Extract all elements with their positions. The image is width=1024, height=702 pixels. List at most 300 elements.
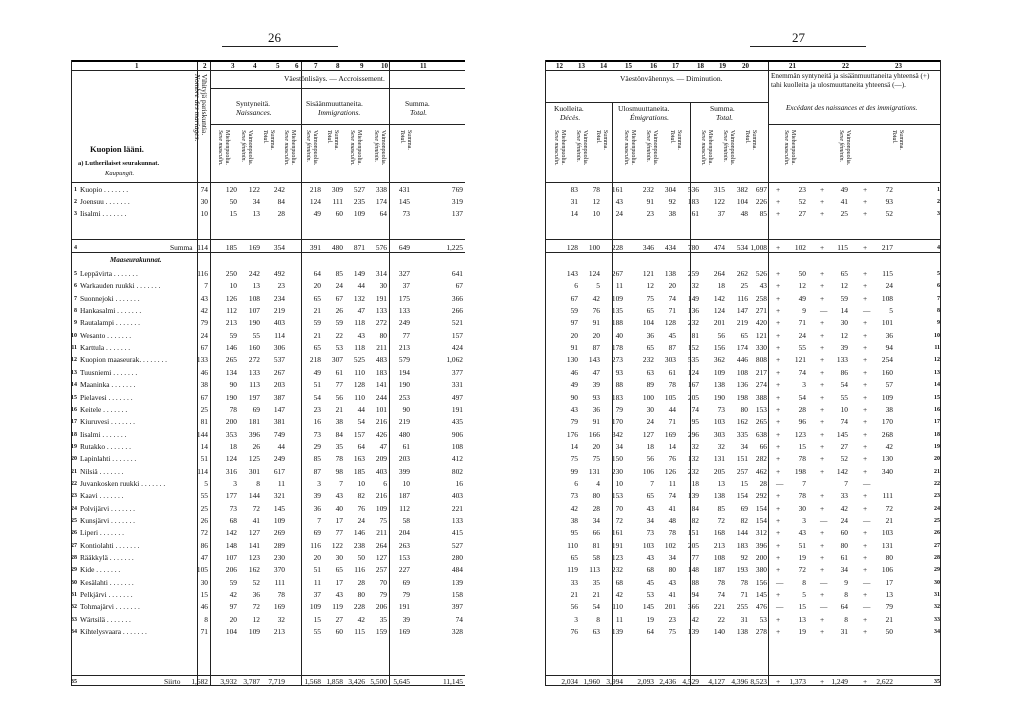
row-number-right: 2 (937, 199, 940, 205)
right-cell: 228 (611, 243, 623, 252)
male-subheader-label-sv: Sexe masculin. (783, 130, 789, 166)
left-cell: 306 (273, 343, 285, 353)
sign-cell: + (776, 516, 781, 525)
sign-cell: + (820, 243, 825, 252)
left-cell: 397 (451, 602, 463, 612)
row-number-right: 11 (934, 345, 940, 352)
right-cell: 174 (736, 343, 748, 353)
left-cell: 169 (398, 627, 410, 637)
sum-header-right-sv: Total. (716, 113, 734, 122)
total-subheader-label-sv: Total. (669, 130, 675, 144)
column-number: 9 (360, 62, 364, 70)
right-cell: 99 (570, 466, 578, 476)
sign-cell: — (820, 306, 828, 316)
left-cell: 111 (332, 197, 343, 206)
left-cell: 77 (335, 528, 343, 538)
right-cell: 38 (570, 516, 578, 525)
left-cell: 244 (375, 392, 387, 402)
right-cell: 71 (668, 417, 676, 427)
left-cell: 110 (354, 367, 365, 377)
right-cell: 87 (668, 343, 676, 353)
right-cell: 91 (570, 343, 578, 353)
excess-cell: 80 (885, 553, 893, 563)
right-cell: 78 (668, 528, 676, 538)
sign-cell: + (863, 367, 868, 377)
row-number: 14 (71, 382, 77, 389)
right-cell: 255 (736, 602, 748, 612)
left-cell: 203 (398, 454, 410, 464)
right-cell: 121 (642, 269, 654, 278)
left-cell: 47 (200, 553, 208, 563)
right-cell: 121 (755, 330, 767, 340)
left-cell: 52 (252, 577, 260, 587)
column-number: 2 (203, 62, 207, 70)
right-cell: 84 (691, 503, 699, 513)
right-cell: 49 (570, 380, 578, 390)
row-number: 35 (71, 679, 77, 685)
row-number: 30 (71, 579, 77, 586)
right-cell: 93 (592, 392, 600, 402)
column-number: 7 (314, 62, 318, 70)
right-cell: 20 (668, 281, 676, 291)
left-cell: 123 (248, 553, 260, 563)
left-cell: 36 (252, 590, 260, 600)
left-cell: 69 (252, 404, 260, 414)
excess-cell: 61 (840, 553, 848, 563)
right-cell: 66 (759, 441, 767, 451)
row-name: Pelkjärvi . . . . . . . (80, 590, 133, 600)
left-cell: 56 (335, 392, 343, 402)
row-number: 23 (71, 493, 77, 500)
total-subheader (594, 130, 608, 150)
row-number-right: 30 (934, 579, 940, 586)
left-cell: 67 (200, 392, 208, 402)
right-cell: 32 (717, 441, 725, 451)
total-subheader (743, 130, 757, 150)
right-cell: 43 (646, 503, 654, 513)
left-cell: 211 (376, 343, 387, 353)
left-cell: 12 (252, 614, 260, 624)
right-cell: 193 (736, 565, 748, 575)
right-cell: 43 (668, 577, 676, 587)
right-cell: 139 (687, 627, 699, 637)
sign-cell: + (863, 417, 868, 427)
right-cell: 59 (570, 306, 578, 316)
left-cell: 8 (204, 614, 208, 624)
right-cell: 342 (611, 429, 623, 439)
sign-cell: + (863, 441, 868, 451)
right-cell: 183 (736, 540, 748, 550)
left-cell: 213 (398, 343, 410, 353)
right-cell: 271 (755, 306, 767, 316)
left-cell: 3 (233, 478, 237, 488)
left-cell: 59 (229, 577, 237, 587)
row-number: 9 (74, 320, 77, 327)
male-subheader (348, 130, 362, 166)
column-number: 18 (697, 62, 704, 70)
left-cell: 16 (455, 478, 463, 488)
right-cell: 20 (570, 330, 578, 340)
excess-cell: 115 (882, 269, 893, 278)
right-cell: 168 (713, 528, 725, 538)
right-cell: 12 (646, 281, 654, 291)
sign-cell: + (776, 565, 781, 575)
right-cell: 69 (740, 503, 748, 513)
left-cell: 80 (357, 590, 365, 600)
row-name: Wärtsilä . . . . . . . (80, 614, 131, 624)
right-cell: 94 (691, 590, 699, 600)
sign-cell: + (776, 553, 781, 563)
sign-cell: + (863, 614, 868, 624)
sign-cell: + (863, 540, 868, 550)
left-cell: 157 (353, 429, 365, 439)
left-cell: 162 (248, 565, 260, 575)
left-cell: 480 (398, 429, 410, 439)
sign-cell: + (863, 185, 868, 194)
row-name: Lapinlahti . . . . . . . (80, 454, 137, 464)
right-cell: 28 (592, 503, 600, 513)
sign-cell: + (820, 503, 825, 513)
left-cell: 107 (248, 306, 260, 316)
sign-cell: + (776, 306, 781, 316)
left-cell: 28 (357, 577, 365, 587)
row-number-right: 13 (934, 369, 940, 376)
right-cell: 100 (588, 243, 600, 252)
right-cell: 79 (570, 417, 578, 427)
left-cell: 110 (354, 392, 365, 402)
left-cell: 42 (200, 306, 208, 316)
left-cell: 26 (335, 306, 343, 316)
right-cell: 12 (592, 197, 600, 206)
right-cell: 53 (759, 614, 767, 624)
left-cell: 194 (398, 367, 410, 377)
right-cell: 161 (611, 185, 623, 194)
left-cell: 43 (357, 330, 365, 340)
left-cell: 483 (375, 355, 387, 365)
sign-cell: + (820, 404, 825, 414)
left-cell: 109 (353, 209, 365, 218)
left-cell: 67 (455, 281, 463, 291)
left-cell: 107 (225, 553, 237, 563)
right-cell: 74 (717, 590, 725, 600)
left-cell: 267 (273, 367, 285, 377)
right-cell: 53 (646, 590, 654, 600)
total-subheader-label-sv: Total. (595, 130, 601, 144)
right-cell: 139 (611, 627, 623, 637)
left-cell: 169 (273, 602, 285, 612)
row-name: Wesanto . . . . . . . (80, 330, 132, 340)
female-subheader-label: Vaimonpuolia. (247, 130, 253, 166)
right-cell: 154 (736, 491, 748, 501)
right-cell: 72 (615, 516, 623, 525)
sign-cell: + (776, 281, 781, 291)
left-cell: 265 (225, 355, 237, 365)
left-cell: 74 (455, 614, 463, 624)
row-number: 19 (71, 443, 77, 450)
right-cell: 330 (755, 343, 767, 353)
left-cell: 79 (200, 318, 208, 328)
excess-cell: 96 (798, 417, 806, 427)
right-cell: 434 (664, 243, 676, 252)
left-cell: 11 (277, 478, 285, 488)
right-cell: 20 (592, 441, 600, 451)
total-subheader-label-sv: Total. (891, 130, 897, 144)
right-cell: 95 (570, 528, 578, 538)
left-cell: 54 (313, 392, 321, 402)
left-cell: 802 (451, 466, 463, 476)
excess-cell: 54 (798, 392, 806, 402)
table-row (0, 404, 1024, 416)
excess-cell: 78 (798, 454, 806, 464)
right-cell: 1,960 (583, 677, 600, 686)
total-subheader-label: Summa. (269, 130, 275, 150)
row-name: Rautalampi . . . . . . . (80, 318, 140, 328)
row-name: Maaninka . . . . . . . (80, 380, 136, 390)
excess-cell: 55 (840, 392, 848, 402)
left-cell: 70 (379, 577, 387, 587)
left-cell: 431 (398, 185, 410, 194)
female-subheader-label-sv: Sexe féminin. (838, 130, 844, 162)
left-cell: 139 (451, 577, 463, 587)
left-cell: 61 (402, 441, 410, 451)
right-cell: 68 (646, 565, 654, 575)
left-cell: 55 (313, 627, 321, 637)
left-cell: 61 (335, 367, 343, 377)
right-cell: 167 (687, 380, 699, 390)
table-row (0, 466, 1024, 478)
column-number: 14 (600, 62, 607, 70)
right-cell: 526 (755, 269, 767, 278)
row-name: Suonnejoki . . . . . . . (80, 293, 140, 303)
right-cell: 97 (570, 318, 578, 328)
left-cell: 87 (313, 466, 321, 476)
sign-cell: + (820, 590, 825, 600)
table-row (0, 429, 1024, 441)
row-name: Siirto (164, 677, 181, 686)
left-cell: 5 (204, 478, 208, 488)
right-cell: 76 (570, 627, 578, 637)
left-cell: 272 (375, 318, 387, 328)
sign-cell: + (776, 614, 781, 624)
left-cell: 74 (200, 185, 208, 194)
right-cell: 315 (713, 185, 725, 194)
right-cell: 113 (589, 565, 600, 575)
excess-cell: 12 (840, 281, 848, 291)
total-subheader-label-sv: Total. (399, 130, 405, 144)
excess-cell: 5 (889, 306, 893, 316)
row-number-right: 4 (937, 245, 940, 251)
row-number: 32 (71, 604, 77, 611)
right-cell: 154 (755, 503, 767, 513)
right-cell: 219 (736, 318, 748, 328)
right-cell: 104 (736, 197, 748, 206)
sign-cell: + (776, 293, 781, 303)
table-row (0, 342, 1024, 354)
excess-cell: 9 (844, 577, 848, 587)
left-cell: 53 (335, 343, 343, 353)
left-cell: 29 (313, 441, 321, 451)
right-cell: 128 (566, 243, 578, 252)
excess-cell: 17 (885, 577, 893, 587)
excess-cell: 74 (798, 367, 806, 377)
total-subheader-label-sv: Total. (744, 130, 750, 144)
left-cell: 55 (200, 491, 208, 501)
left-cell: 43 (335, 590, 343, 600)
left-cell: 122 (331, 540, 343, 550)
female-subheader-label-sv: Sexe féminin. (373, 130, 379, 162)
table-row (0, 293, 1024, 305)
right-cell: 131 (713, 454, 725, 464)
left-cell: 116 (197, 269, 208, 278)
right-cell: 45 (646, 577, 654, 587)
left-cell: 23 (277, 281, 285, 291)
table-row (0, 268, 1024, 280)
left-cell: 497 (451, 392, 463, 402)
right-cell: 156 (713, 343, 725, 353)
right-cell: 462 (755, 466, 767, 476)
right-cell: 176 (566, 429, 578, 439)
excess-cell: 8 (844, 590, 848, 600)
row-number: 33 (71, 616, 77, 623)
left-cell: 10 (357, 478, 365, 488)
left-cell: 65 (313, 343, 321, 353)
excess-cell: 10 (840, 404, 848, 414)
column-number: 20 (742, 62, 749, 70)
right-cell: 198 (736, 392, 748, 402)
excess-cell: 28 (798, 404, 806, 414)
left-cell: 769 (451, 185, 463, 194)
left-cell: 149 (353, 269, 365, 278)
page-number-left: 26 (268, 30, 281, 45)
right-cell: 11 (615, 614, 623, 624)
left-cell: 111 (274, 577, 285, 587)
table-row (0, 552, 1024, 564)
left-cell: 64 (313, 269, 321, 278)
sign-cell: + (776, 627, 781, 637)
sign-cell: — (776, 478, 784, 488)
right-cell: 110 (567, 540, 578, 550)
row-name: Warkauden ruukki . . . . . . . (80, 281, 161, 291)
sign-cell: + (863, 380, 868, 390)
excess-cell: 7 (844, 478, 848, 488)
sign-cell: — (863, 602, 871, 612)
table-row (0, 601, 1024, 613)
right-cell: 303 (664, 355, 676, 365)
sign-cell: — (820, 602, 828, 612)
excess-cell: 93 (885, 197, 893, 206)
left-cell: 72 (252, 503, 260, 513)
right-cell: 124 (713, 306, 725, 316)
female-subheader-label-sv: Sexe féminin. (722, 130, 728, 162)
row-number: 13 (71, 369, 77, 376)
left-cell: 366 (451, 293, 463, 303)
column-number: 8 (336, 62, 340, 70)
left-cell: 97 (229, 602, 237, 612)
right-cell: 78 (668, 380, 676, 390)
right-cell: 67 (570, 293, 578, 303)
right-cell: 232 (611, 565, 623, 575)
left-cell: 141 (248, 540, 260, 550)
left-cell: 1,568 (304, 677, 321, 686)
left-cell: 20 (229, 614, 237, 624)
sign-cell: + (820, 343, 825, 353)
right-cell: 102 (664, 540, 676, 550)
column-number: 11 (420, 62, 427, 70)
right-cell: 230 (611, 466, 623, 476)
left-cell: 272 (248, 355, 260, 365)
sign-cell: + (863, 243, 868, 252)
left-cell: 391 (309, 243, 321, 252)
total-subheader-label: Summa. (333, 130, 339, 150)
left-cell: 72 (252, 602, 260, 612)
sign-cell: + (863, 553, 868, 563)
excess-cell: 71 (798, 318, 806, 328)
total-subheader (668, 130, 682, 150)
table-row (0, 280, 1024, 292)
right-cell: 257 (736, 466, 748, 476)
left-cell: 338 (375, 185, 387, 194)
left-cell: 211 (376, 528, 387, 538)
right-cell: 76 (592, 306, 600, 316)
left-cell: 242 (273, 185, 285, 194)
left-cell: 3 (317, 478, 321, 488)
left-cell: 160 (248, 343, 260, 353)
table-row (0, 515, 1024, 527)
left-cell: 18 (229, 441, 237, 451)
left-cell: 79 (379, 590, 387, 600)
column-number: 3 (231, 62, 235, 70)
right-cell: 14 (570, 441, 578, 451)
left-cell: 234 (273, 293, 285, 303)
left-cell: 47 (357, 306, 365, 316)
row-number: 12 (71, 357, 77, 364)
row-number: 11 (71, 345, 77, 352)
left-cell: 1,062 (446, 355, 463, 365)
female-subheader-label-sv: Sexe féminin. (575, 130, 581, 162)
right-cell: 78 (717, 577, 725, 587)
row-number: 27 (71, 542, 77, 549)
right-cell: 106 (642, 466, 654, 476)
female-subheader-label-sv: Sexe féminin. (240, 130, 246, 162)
cities-group-label: a) Lutherilaiset seurakunnat. (78, 160, 160, 167)
left-cell: 51 (313, 565, 321, 575)
excess-cell: 2,622 (876, 677, 893, 686)
right-cell: 14 (570, 209, 578, 218)
right-cell: 10 (592, 209, 600, 218)
column-number: 19 (719, 62, 726, 70)
excess-cell: 36 (885, 330, 893, 340)
right-cell: 91 (646, 197, 654, 206)
left-cell: 21 (335, 404, 343, 414)
left-cell: 328 (451, 627, 463, 637)
right-cell: 81 (691, 330, 699, 340)
excess-cell: 106 (881, 565, 893, 575)
row-number: 15 (71, 394, 77, 401)
female-subheader-label: Vaimonpuolia. (582, 130, 588, 166)
left-cell: 219 (273, 306, 285, 316)
left-cell: 24 (200, 330, 208, 340)
right-cell: 81 (592, 540, 600, 550)
left-cell: 128 (353, 380, 365, 390)
page-number-right: 27 (792, 30, 805, 45)
left-cell: 190 (398, 380, 410, 390)
excess-cell: 131 (881, 540, 893, 550)
right-cell: 144 (736, 528, 748, 538)
row-number-right: 18 (934, 431, 940, 438)
right-cell: 74 (668, 491, 676, 501)
excess-cell: 30 (798, 503, 806, 513)
row-number: 6 (74, 283, 77, 290)
